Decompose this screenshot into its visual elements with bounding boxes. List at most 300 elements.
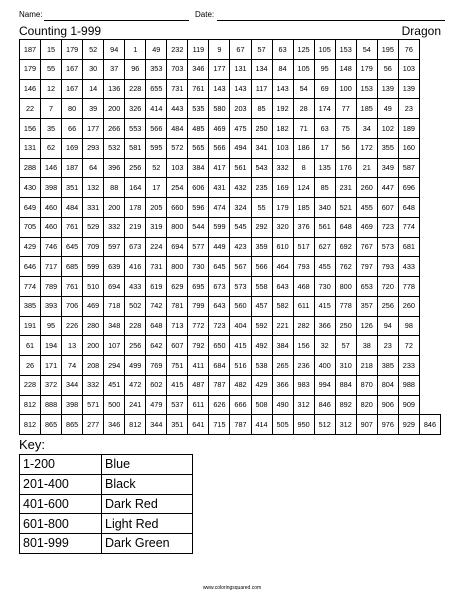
grid-cell[interactable]: 280 — [83, 316, 104, 336]
grid-cell[interactable]: 67 — [230, 40, 251, 60]
grid-cell[interactable]: 282 — [293, 316, 314, 336]
grid-cell[interactable]: 156 — [20, 119, 41, 139]
grid-cell[interactable]: 512 — [314, 415, 335, 435]
grid-cell[interactable]: 396 — [104, 158, 125, 178]
grid-cell[interactable]: 312 — [293, 395, 314, 415]
grid-cell[interactable]: 502 — [125, 296, 146, 316]
grid-cell[interactable]: 723 — [377, 217, 398, 237]
grid-cell[interactable]: 8 — [293, 158, 314, 178]
grid-cell[interactable]: 64 — [83, 158, 104, 178]
grid-cell[interactable]: 107 — [104, 336, 125, 356]
grid-cell[interactable]: 348 — [104, 316, 125, 336]
grid-cell[interactable]: 176 — [335, 158, 356, 178]
grid-cell[interactable]: 731 — [167, 79, 188, 99]
grid-cell[interactable]: 250 — [251, 119, 272, 139]
grid-cell[interactable]: 139 — [377, 79, 398, 99]
grid-cell[interactable]: 619 — [146, 277, 167, 297]
grid-cell[interactable]: 72 — [398, 336, 419, 356]
grid-cell[interactable]: 761 — [62, 277, 83, 297]
grid-cell[interactable]: 499 — [125, 356, 146, 376]
grid-cell[interactable]: 179 — [272, 198, 293, 218]
grid-cell[interactable]: 63 — [314, 119, 335, 139]
grid-cell[interactable]: 517 — [293, 237, 314, 257]
grid-cell[interactable]: 346 — [104, 415, 125, 435]
grid-cell[interactable]: 200 — [83, 336, 104, 356]
grid-cell[interactable]: 134 — [251, 59, 272, 79]
grid-cell[interactable]: 423 — [230, 237, 251, 257]
grid-cell[interactable]: 103 — [167, 158, 188, 178]
grid-cell[interactable]: 177 — [83, 119, 104, 139]
grid-cell[interactable]: 357 — [356, 296, 377, 316]
grid-cell[interactable]: 84 — [272, 59, 293, 79]
grid-cell[interactable]: 455 — [314, 257, 335, 277]
grid-cell[interactable]: 384 — [272, 336, 293, 356]
grid-cell[interactable]: 884 — [335, 375, 356, 395]
grid-cell[interactable]: 567 — [230, 257, 251, 277]
grid-cell[interactable]: 189 — [398, 119, 419, 139]
grid-cell[interactable]: 56 — [335, 138, 356, 158]
grid-cell[interactable]: 105 — [293, 59, 314, 79]
grid-cell[interactable]: 482 — [230, 375, 251, 395]
grid-cell[interactable]: 56 — [377, 59, 398, 79]
grid-cell[interactable]: 85 — [314, 178, 335, 198]
grid-cell[interactable]: 558 — [251, 277, 272, 297]
grid-cell[interactable]: 179 — [356, 59, 377, 79]
grid-cell[interactable]: 76 — [398, 40, 419, 60]
grid-cell[interactable]: 186 — [293, 138, 314, 158]
grid-cell[interactable]: 443 — [167, 99, 188, 119]
grid-cell[interactable]: 124 — [293, 178, 314, 198]
grid-cell[interactable]: 595 — [146, 138, 167, 158]
grid-cell[interactable]: 167 — [62, 59, 83, 79]
grid-cell[interactable]: 432 — [230, 178, 251, 198]
grid-cell[interactable]: 205 — [146, 198, 167, 218]
grid-cell[interactable]: 800 — [167, 257, 188, 277]
grid-cell[interactable]: 21 — [356, 158, 377, 178]
grid-cell[interactable]: 451 — [104, 375, 125, 395]
grid-cell[interactable]: 781 — [167, 296, 188, 316]
grid-cell[interactable]: 404 — [230, 316, 251, 336]
grid-cell[interactable]: 185 — [293, 198, 314, 218]
grid-cell[interactable]: 103 — [272, 138, 293, 158]
grid-cell[interactable]: 648 — [398, 198, 419, 218]
grid-cell[interactable]: 191 — [20, 316, 41, 336]
grid-cell[interactable]: 645 — [62, 237, 83, 257]
grid-cell[interactable]: 57 — [335, 336, 356, 356]
grid-cell[interactable]: 494 — [230, 138, 251, 158]
grid-cell[interactable]: 529 — [83, 217, 104, 237]
grid-cell[interactable]: 787 — [209, 375, 230, 395]
grid-cell[interactable]: 182 — [272, 119, 293, 139]
grid-cell[interactable]: 607 — [167, 336, 188, 356]
grid-cell[interactable]: 994 — [314, 375, 335, 395]
grid-cell[interactable]: 105 — [314, 40, 335, 60]
grid-cell[interactable]: 277 — [83, 415, 104, 435]
grid-cell[interactable]: 599 — [83, 257, 104, 277]
grid-cell[interactable]: 472 — [125, 375, 146, 395]
grid-cell[interactable]: 888 — [41, 395, 62, 415]
grid-cell[interactable]: 14 — [83, 79, 104, 99]
grid-cell[interactable]: 415 — [230, 336, 251, 356]
grid-cell[interactable]: 731 — [146, 257, 167, 277]
grid-cell[interactable]: 88 — [104, 178, 125, 198]
grid-cell[interactable]: 156 — [293, 336, 314, 356]
grid-cell[interactable]: 474 — [209, 198, 230, 218]
grid-cell[interactable]: 341 — [251, 138, 272, 158]
grid-cell[interactable]: 376 — [293, 217, 314, 237]
grid-cell[interactable]: 460 — [41, 198, 62, 218]
grid-cell[interactable]: 599 — [209, 217, 230, 237]
grid-cell[interactable]: 660 — [167, 198, 188, 218]
grid-cell[interactable]: 730 — [314, 277, 335, 297]
grid-cell[interactable]: 385 — [20, 296, 41, 316]
grid-cell[interactable]: 929 — [398, 415, 419, 435]
grid-cell[interactable]: 433 — [398, 257, 419, 277]
grid-cell[interactable]: 629 — [167, 277, 188, 297]
grid-cell[interactable]: 208 — [83, 356, 104, 376]
grid-cell[interactable]: 602 — [146, 375, 167, 395]
grid-cell[interactable]: 9 — [209, 40, 230, 60]
grid-cell[interactable]: 236 — [293, 356, 314, 376]
grid-cell[interactable]: 718 — [104, 296, 125, 316]
grid-cell[interactable]: 75 — [335, 119, 356, 139]
grid-cell[interactable]: 98 — [398, 316, 419, 336]
grid-cell[interactable]: 131 — [230, 59, 251, 79]
grid-cell[interactable]: 17 — [146, 178, 167, 198]
grid-cell[interactable]: 49 — [146, 40, 167, 60]
grid-cell[interactable]: 414 — [251, 415, 272, 435]
grid-cell[interactable]: 331 — [83, 198, 104, 218]
grid-cell[interactable]: 906 — [377, 395, 398, 415]
grid-cell[interactable]: 573 — [377, 237, 398, 257]
grid-cell[interactable]: 479 — [146, 395, 167, 415]
grid-cell[interactable]: 414 — [146, 99, 167, 119]
grid-cell[interactable]: 865 — [62, 415, 83, 435]
grid-cell[interactable]: 95 — [314, 59, 335, 79]
grid-cell[interactable]: 571 — [83, 395, 104, 415]
grid-cell[interactable]: 626 — [209, 395, 230, 415]
grid-cell[interactable]: 37 — [104, 59, 125, 79]
grid-cell[interactable]: 812 — [125, 415, 146, 435]
grid-cell[interactable]: 340 — [314, 198, 335, 218]
grid-cell[interactable]: 171 — [41, 356, 62, 376]
grid-cell[interactable]: 260 — [398, 296, 419, 316]
grid-cell[interactable]: 146 — [41, 158, 62, 178]
grid-cell[interactable]: 643 — [272, 277, 293, 297]
grid-cell[interactable]: 13 — [62, 336, 83, 356]
grid-cell[interactable]: 288 — [20, 158, 41, 178]
grid-cell[interactable]: 22 — [20, 99, 41, 119]
grid-cell[interactable]: 983 — [293, 375, 314, 395]
grid-cell[interactable]: 326 — [125, 99, 146, 119]
grid-cell[interactable]: 641 — [188, 415, 209, 435]
grid-cell[interactable]: 57 — [251, 40, 272, 60]
grid-cell[interactable]: 537 — [167, 395, 188, 415]
grid-cell[interactable]: 23 — [398, 99, 419, 119]
grid-cell[interactable]: 653 — [356, 277, 377, 297]
grid-cell[interactable]: 762 — [335, 257, 356, 277]
grid-cell[interactable]: 457 — [251, 296, 272, 316]
grid-cell[interactable]: 804 — [377, 375, 398, 395]
grid-cell[interactable]: 384 — [188, 158, 209, 178]
grid-cell[interactable]: 228 — [125, 79, 146, 99]
grid-cell[interactable]: 310 — [335, 356, 356, 376]
grid-cell[interactable]: 696 — [398, 178, 419, 198]
grid-cell[interactable]: 54 — [293, 79, 314, 99]
grid-cell[interactable]: 136 — [104, 79, 125, 99]
grid-cell[interactable]: 132 — [83, 178, 104, 198]
grid-cell[interactable]: 846 — [419, 415, 440, 435]
grid-cell[interactable]: 429 — [251, 375, 272, 395]
grid-cell[interactable]: 232 — [167, 40, 188, 60]
grid-cell[interactable]: 587 — [398, 158, 419, 178]
grid-cell[interactable]: 607 — [377, 198, 398, 218]
grid-cell[interactable]: 705 — [20, 217, 41, 237]
grid-cell[interactable]: 417 — [209, 158, 230, 178]
grid-cell[interactable]: 610 — [272, 237, 293, 257]
grid-cell[interactable]: 119 — [188, 40, 209, 60]
grid-cell[interactable]: 909 — [398, 395, 419, 415]
grid-cell[interactable]: 34 — [356, 119, 377, 139]
grid-cell[interactable]: 228 — [125, 316, 146, 336]
grid-cell[interactable]: 80 — [62, 99, 83, 119]
grid-cell[interactable]: 767 — [356, 237, 377, 257]
grid-cell[interactable]: 500 — [104, 395, 125, 415]
grid-cell[interactable]: 645 — [209, 257, 230, 277]
grid-cell[interactable]: 52 — [146, 158, 167, 178]
grid-cell[interactable]: 400 — [314, 356, 335, 376]
grid-cell[interactable]: 800 — [335, 277, 356, 297]
grid-cell[interactable]: 265 — [272, 356, 293, 376]
grid-cell[interactable]: 751 — [167, 356, 188, 376]
grid-cell[interactable]: 516 — [230, 356, 251, 376]
grid-cell[interactable]: 219 — [125, 217, 146, 237]
grid-cell[interactable]: 143 — [230, 79, 251, 99]
grid-cell[interactable]: 126 — [356, 316, 377, 336]
grid-cell[interactable]: 581 — [125, 138, 146, 158]
grid-cell[interactable]: 789 — [41, 277, 62, 297]
grid-cell[interactable]: 235 — [251, 178, 272, 198]
grid-cell[interactable]: 148 — [335, 59, 356, 79]
grid-cell[interactable]: 192 — [272, 99, 293, 119]
grid-cell[interactable]: 355 — [377, 138, 398, 158]
grid-cell[interactable]: 346 — [188, 59, 209, 79]
grid-cell[interactable]: 266 — [104, 119, 125, 139]
grid-cell[interactable]: 469 — [356, 217, 377, 237]
grid-cell[interactable]: 565 — [188, 138, 209, 158]
grid-cell[interactable]: 639 — [104, 257, 125, 277]
grid-cell[interactable]: 332 — [272, 158, 293, 178]
grid-cell[interactable]: 7 — [41, 99, 62, 119]
grid-cell[interactable]: 169 — [62, 138, 83, 158]
grid-cell[interactable]: 292 — [251, 217, 272, 237]
grid-cell[interactable]: 172 — [356, 138, 377, 158]
grid-cell[interactable]: 28 — [293, 99, 314, 119]
grid-cell[interactable]: 433 — [125, 277, 146, 297]
grid-cell[interactable]: 32 — [314, 336, 335, 356]
grid-cell[interactable]: 349 — [377, 158, 398, 178]
grid-cell[interactable]: 96 — [125, 59, 146, 79]
grid-cell[interactable]: 787 — [230, 415, 251, 435]
grid-cell[interactable]: 228 — [20, 375, 41, 395]
grid-cell[interactable]: 143 — [209, 79, 230, 99]
grid-cell[interactable]: 55 — [251, 198, 272, 218]
grid-cell[interactable]: 510 — [83, 277, 104, 297]
grid-cell[interactable]: 684 — [209, 356, 230, 376]
grid-cell[interactable]: 231 — [335, 178, 356, 198]
grid-cell[interactable]: 256 — [125, 336, 146, 356]
grid-cell[interactable]: 293 — [83, 138, 104, 158]
name-line[interactable] — [44, 20, 189, 21]
grid-cell[interactable]: 484 — [167, 119, 188, 139]
grid-cell[interactable]: 650 — [209, 336, 230, 356]
grid-cell[interactable]: 720 — [377, 277, 398, 297]
grid-cell[interactable]: 812 — [20, 395, 41, 415]
grid-cell[interactable]: 153 — [335, 40, 356, 60]
grid-cell[interactable]: 573 — [230, 277, 251, 297]
grid-cell[interactable]: 250 — [335, 316, 356, 336]
grid-cell[interactable]: 797 — [356, 257, 377, 277]
grid-cell[interactable]: 23 — [377, 336, 398, 356]
grid-cell[interactable]: 761 — [188, 79, 209, 99]
grid-cell[interactable]: 730 — [188, 257, 209, 277]
grid-cell[interactable]: 772 — [188, 316, 209, 336]
grid-cell[interactable]: 200 — [104, 99, 125, 119]
grid-cell[interactable]: 200 — [104, 198, 125, 218]
grid-cell[interactable]: 241 — [125, 395, 146, 415]
grid-cell[interactable]: 468 — [293, 277, 314, 297]
grid-cell[interactable]: 792 — [188, 336, 209, 356]
grid-cell[interactable]: 131 — [20, 138, 41, 158]
grid-cell[interactable]: 62 — [41, 138, 62, 158]
grid-cell[interactable]: 577 — [188, 237, 209, 257]
grid-cell[interactable]: 411 — [188, 356, 209, 376]
grid-cell[interactable]: 793 — [293, 257, 314, 277]
grid-cell[interactable]: 544 — [188, 217, 209, 237]
grid-cell[interactable]: 103 — [398, 59, 419, 79]
grid-cell[interactable]: 139 — [398, 79, 419, 99]
grid-cell[interactable]: 185 — [356, 99, 377, 119]
grid-cell[interactable]: 800 — [167, 217, 188, 237]
grid-cell[interactable]: 366 — [314, 316, 335, 336]
grid-cell[interactable]: 143 — [272, 79, 293, 99]
grid-cell[interactable]: 221 — [272, 316, 293, 336]
grid-cell[interactable]: 447 — [377, 178, 398, 198]
grid-cell[interactable]: 344 — [146, 415, 167, 435]
grid-cell[interactable]: 643 — [209, 296, 230, 316]
grid-cell[interactable]: 694 — [167, 237, 188, 257]
grid-cell[interactable]: 655 — [146, 79, 167, 99]
grid-cell[interactable]: 761 — [62, 217, 83, 237]
grid-cell[interactable]: 709 — [83, 237, 104, 257]
grid-cell[interactable]: 646 — [20, 257, 41, 277]
grid-cell[interactable]: 95 — [41, 316, 62, 336]
grid-cell[interactable]: 521 — [335, 198, 356, 218]
grid-cell[interactable]: 597 — [104, 237, 125, 257]
grid-cell[interactable]: 153 — [356, 79, 377, 99]
grid-cell[interactable]: 416 — [125, 257, 146, 277]
grid-cell[interactable]: 713 — [167, 316, 188, 336]
grid-cell[interactable]: 203 — [230, 99, 251, 119]
grid-cell[interactable]: 187 — [20, 40, 41, 60]
grid-cell[interactable]: 344 — [62, 375, 83, 395]
grid-cell[interactable]: 561 — [314, 217, 335, 237]
grid-cell[interactable]: 66 — [62, 119, 83, 139]
grid-cell[interactable]: 685 — [62, 257, 83, 277]
grid-cell[interactable]: 359 — [251, 237, 272, 257]
grid-cell[interactable]: 164 — [125, 178, 146, 198]
grid-cell[interactable]: 12 — [41, 79, 62, 99]
grid-cell[interactable]: 774 — [398, 217, 419, 237]
grid-cell[interactable]: 49 — [377, 99, 398, 119]
grid-cell[interactable]: 907 — [356, 415, 377, 435]
grid-cell[interactable]: 294 — [104, 356, 125, 376]
grid-cell[interactable]: 596 — [188, 198, 209, 218]
grid-cell[interactable]: 324 — [230, 198, 251, 218]
grid-cell[interactable]: 224 — [146, 237, 167, 257]
grid-cell[interactable]: 543 — [251, 158, 272, 178]
grid-cell[interactable]: 988 — [398, 375, 419, 395]
grid-cell[interactable]: 553 — [125, 119, 146, 139]
grid-cell[interactable]: 35 — [41, 119, 62, 139]
grid-cell[interactable]: 976 — [377, 415, 398, 435]
grid-cell[interactable]: 63 — [272, 40, 293, 60]
grid-cell[interactable]: 642 — [146, 336, 167, 356]
grid-cell[interactable]: 469 — [209, 119, 230, 139]
grid-cell[interactable]: 1 — [125, 40, 146, 60]
grid-cell[interactable]: 332 — [83, 375, 104, 395]
date-line[interactable] — [217, 20, 445, 21]
grid-cell[interactable]: 715 — [209, 415, 230, 435]
grid-cell[interactable]: 430 — [20, 178, 41, 198]
grid-cell[interactable]: 312 — [335, 415, 356, 435]
grid-cell[interactable]: 627 — [314, 237, 335, 257]
grid-cell[interactable]: 611 — [293, 296, 314, 316]
grid-cell[interactable]: 167 — [62, 79, 83, 99]
grid-cell[interactable]: 429 — [20, 237, 41, 257]
grid-cell[interactable]: 187 — [62, 158, 83, 178]
grid-cell[interactable]: 649 — [20, 198, 41, 218]
grid-cell[interactable]: 487 — [188, 375, 209, 395]
grid-cell[interactable]: 449 — [209, 237, 230, 257]
grid-cell[interactable]: 15 — [41, 40, 62, 60]
grid-cell[interactable]: 505 — [272, 415, 293, 435]
grid-cell[interactable]: 194 — [41, 336, 62, 356]
grid-cell[interactable]: 464 — [272, 257, 293, 277]
grid-cell[interactable]: 94 — [377, 316, 398, 336]
grid-cell[interactable]: 26 — [20, 356, 41, 376]
grid-cell[interactable]: 592 — [251, 316, 272, 336]
grid-cell[interactable]: 146 — [20, 79, 41, 99]
grid-cell[interactable]: 415 — [314, 296, 335, 316]
grid-cell[interactable]: 778 — [335, 296, 356, 316]
grid-cell[interactable]: 260 — [356, 178, 377, 198]
grid-cell[interactable]: 485 — [188, 119, 209, 139]
grid-cell[interactable]: 717 — [41, 257, 62, 277]
grid-cell[interactable]: 778 — [398, 277, 419, 297]
grid-cell[interactable]: 538 — [251, 356, 272, 376]
grid-cell[interactable]: 492 — [251, 336, 272, 356]
grid-cell[interactable]: 85 — [251, 99, 272, 119]
grid-cell[interactable]: 892 — [335, 395, 356, 415]
grid-cell[interactable]: 508 — [251, 395, 272, 415]
grid-cell[interactable]: 769 — [146, 356, 167, 376]
grid-cell[interactable]: 160 — [398, 138, 419, 158]
grid-cell[interactable]: 560 — [230, 296, 251, 316]
grid-cell[interactable]: 256 — [377, 296, 398, 316]
grid-cell[interactable]: 746 — [41, 237, 62, 257]
grid-cell[interactable]: 351 — [62, 178, 83, 198]
